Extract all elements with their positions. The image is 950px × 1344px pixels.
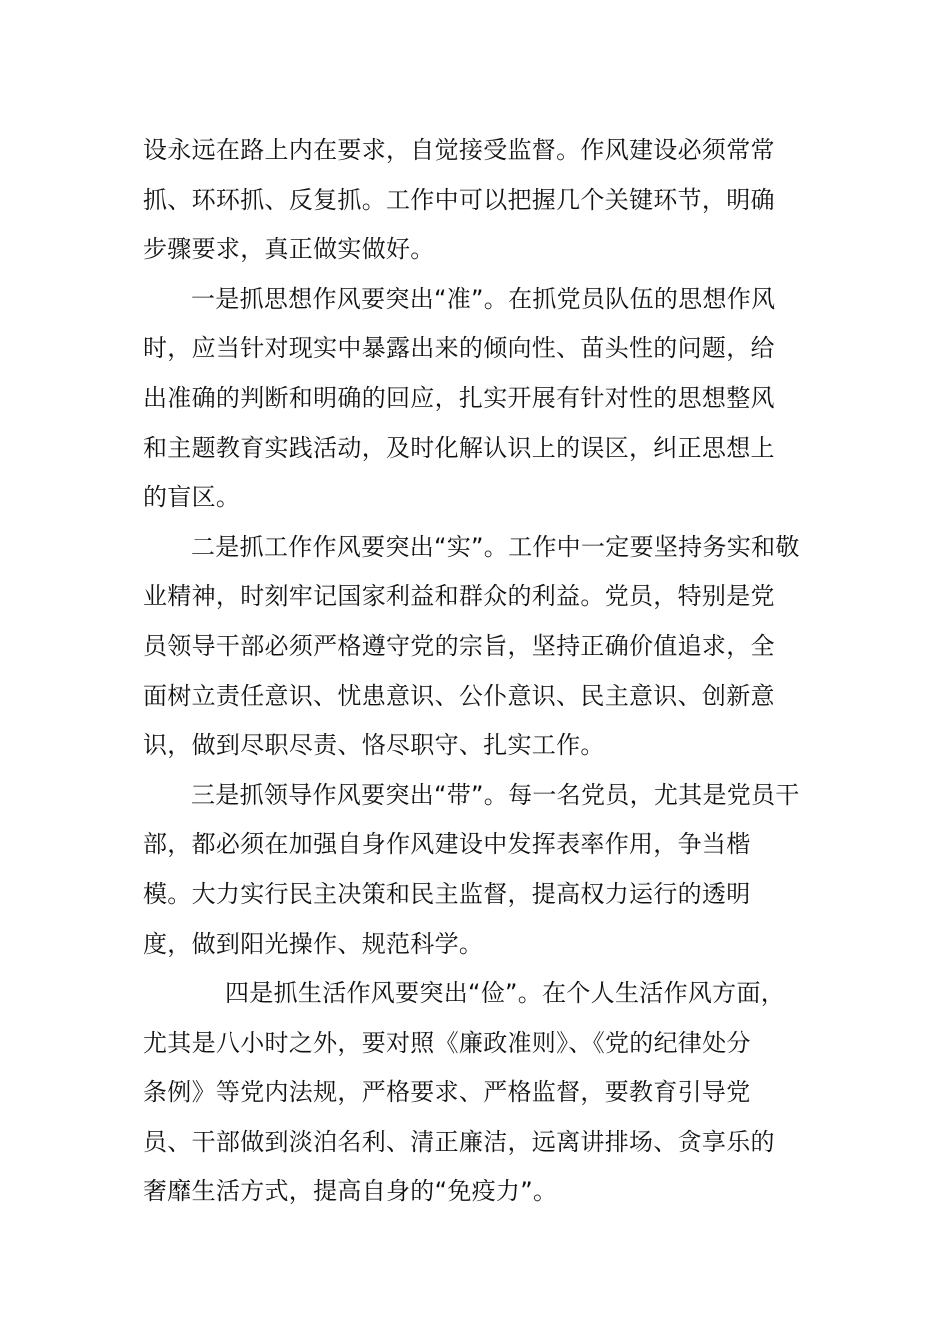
- text-line: 条例》等党内法规，严格要求、严格监督，要教育引导党: [143, 1078, 751, 1107]
- text-line: 模。大力实行民主决策和民主监督，提高权力运行的透明: [143, 879, 751, 908]
- text-line: 面树立责任意识、忧患意识、公仆意识、民主意识、创新意: [143, 681, 775, 710]
- text-line: 四是抓生活作风要突出“俭”。在个人生活作风方面，: [225, 979, 786, 1008]
- text-line: 度，做到阳光操作、规范科学。: [143, 929, 484, 958]
- text-line: 员、干部做到淡泊名利、清正廉洁，远离讲排场、贪享乐的: [143, 1127, 775, 1156]
- text-line: 三是抓领导作风要突出“带”。每一名党员，尤其是党员干: [191, 780, 800, 809]
- paragraph-leadership-style: [143, 771, 803, 969]
- text-line: 步骤要求，真正做实做好。: [143, 235, 435, 264]
- text-line: 设永远在路上内在要求，自觉接受监督。作风建设必须常常: [143, 136, 775, 164]
- text-line: 业精神，时刻牢记国家利益和群众的利益。党员，特别是党: [143, 582, 775, 611]
- paragraph-work-style: [143, 523, 803, 771]
- text-line: 奢靡生活方式，提高自身的“免疫力”。: [143, 1177, 558, 1206]
- paragraph-life-style: [143, 969, 803, 1217]
- text-line: 二是抓工作作风要突出“实”。工作中一定要坚持务实和敬: [191, 532, 800, 561]
- text-line: 员领导干部必须严格遵守党的宗旨，坚持正确价值追求，全: [143, 631, 775, 660]
- text-line: 识，做到尽职尽责、恪尽职守、扎实工作。: [143, 731, 605, 760]
- text-line: 出准确的判断和明确的回应，扎实开展有针对性的思想整风: [143, 383, 775, 412]
- text-line: 部，都必须在加强自身作风建设中发挥表率作用，争当楷: [143, 830, 751, 859]
- paragraph-intro: [143, 126, 803, 275]
- text-line: 和主题教育实践活动，及时化解认识上的误区，纠正思想上: [143, 433, 775, 462]
- text-line: 时，应当针对现实中暴露出来的倾向性、苗头性的问题，给: [143, 334, 775, 363]
- document-body: [143, 126, 803, 1217]
- text-line: 的盲区。: [143, 483, 241, 512]
- paragraph-thought-style: [143, 275, 803, 523]
- text-line: 抓、环环抓、反复抓。工作中可以把握几个关键环节，明确: [143, 185, 775, 214]
- text-line: 尤其是八小时之外，要对照《廉政准则》、《党的纪律处分: [143, 1028, 751, 1057]
- text-line: 一是抓思想作风要突出“准”。在抓党员队伍的思想作风: [191, 284, 776, 313]
